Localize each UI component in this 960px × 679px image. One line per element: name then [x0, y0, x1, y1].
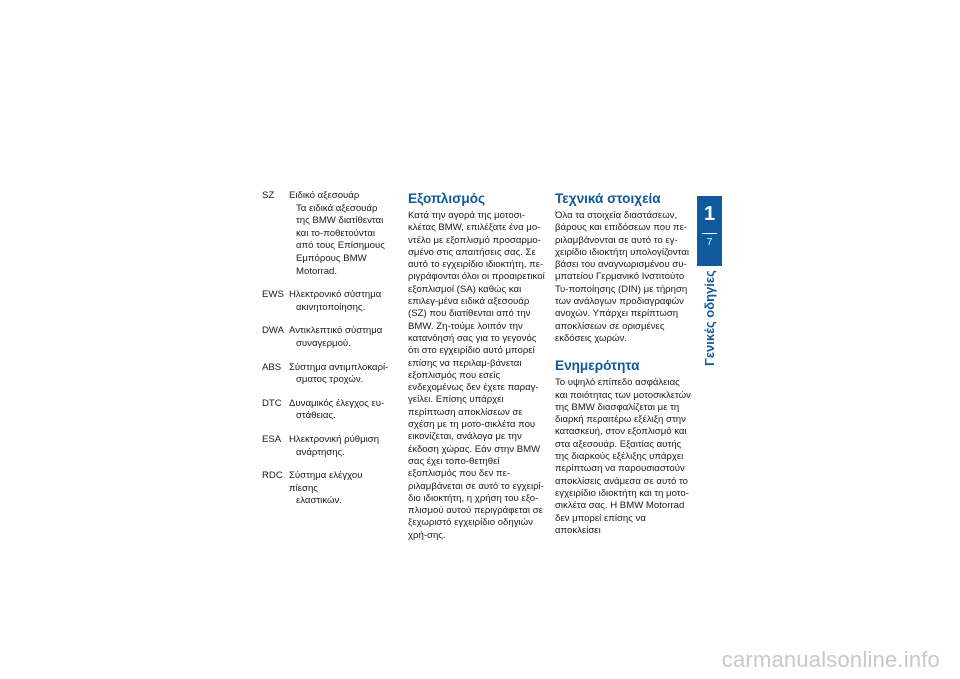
definition-first-line: Σύστημα αντιμπλοκαρί- — [289, 361, 389, 373]
equipment-heading: Εξοπλισμός — [408, 191, 486, 206]
abbreviation-item — [262, 470, 392, 508]
abbreviation-term: DWA — [262, 325, 285, 337]
abbreviation-item — [262, 434, 392, 459]
update-text: Το υψηλό επίπεδο ασφάλειας και ποιότητας των μοτοσικλετών της BMW διασφαλίζεται με τη διαρκή περαιτέρω εξέλιξη στην κατασκευή, στον εξοπλισμό και στα αξεσουάρ. Εξαιτίας αυτής της διαρκούς εξέλιξης υπάρχει περίπτωση να παρουσιαστούν αποκλίσεις ανάμεσα σε αυτό το εγχειρίδιο ιδιοκτήτη και τη μοτο-σικλέτα σας. Η BMW Motorrad δεν μπορεί επίσης να αποκλείσει — [555, 377, 691, 536]
equipment-section — [408, 190, 546, 542]
chapter-title: Γενικές οδηγίες — [702, 270, 717, 366]
abbreviation-term: DTC — [262, 397, 282, 409]
definition-first-line: Ηλεκτρονικό σύστημα — [289, 289, 382, 301]
definition-continuation: Τα ειδικά αξεσουάρ της BMW διατίθενται και το-ποθετούνται από τους Επίσημους Εμπόρους BMW Motorrad. — [296, 202, 385, 277]
definition-continuation: ανάρτησης. — [296, 446, 345, 458]
abbreviation-term: ABS — [262, 361, 282, 373]
abbreviation-definition — [289, 289, 392, 314]
technical-heading: Τεχνικά στοιχεία — [555, 191, 661, 206]
definition-first-line: Αντικλεπτικό σύστημα — [289, 325, 383, 337]
update-heading: Ενημερότητα — [555, 358, 640, 374]
definition-continuation: συναγερμού. — [296, 337, 351, 349]
abbreviation-item — [262, 325, 392, 350]
chapter-tab — [697, 196, 722, 266]
technical-text: Όλα τα στοιχεία διαστάσεων, βάρους και επιδόσεων που πε-ριλαμβάνονται σε αυτό το εγ-χειρίδιο ιδιοκτήτη υπολογίζονται βάσει του αναγνωρισμένου συ-μπατείου Γερμανικό Ινστιτούτο Τυ-ποποίησης (DIN) με τήρηση των ανάλογων προδιαγραφών ανοχών. Υπάρχει περίπτωση αποκλίσεων σε ορισμένες εκδόσεις χωρών. — [555, 210, 690, 344]
abbreviation-list — [262, 190, 392, 519]
abbreviation-term: SZ — [262, 190, 275, 201]
abbreviation-definition — [289, 325, 392, 350]
abbreviation-item — [262, 190, 392, 278]
technical-section — [555, 190, 693, 537]
abbreviation-definition — [289, 362, 392, 387]
abbreviation-term: EWS — [262, 289, 284, 301]
equipment-text: Κατά την αγορά της μοτοσι-κλέτας BMW, επιλέξατε ένα μο-ντέλο με εξοπλισμό προσαρμο-σμένο στις απαιτήσεις σας. Σε αυτό το εγχειρίδιο ιδιοκτήτη, πε-ριγράφονται όλοι οι προαιρετικοί εξοπλισμοί (SA) καθώς και επιλεγ-μένα ειδικά αξεσουάρ (SZ) που διατίθενται από την BMW. Ζη-τούμε λοιπόν την κατανόησή σας για το γεγονός ότι στο εγχειρίδιο αυτό μπορεί επίσης να περιλαμ-βάνεται εξοπλισμός που εσείς ενδεχομένως δεν έχετε παραγ-γείλει. Επίσης υπάρχει περίπτωση αποκλίσεων σε σχέση με τη μοτο-σικλέτα που εικονίζεται, ανάλογα με την έκδοση χώρας. Εάν στην BMW σας έχει τοπο-θετηθεί εξοπλισμός που δεν πε-ριλαμβάνεται σε αυτό το εγχειρί-διο ιδιοκτήτη, η χρήση του εξο-πλισμού αυτού περιγράφεται σε ξεχωριστό εγχειρίδιο οδηγιών χρή-σης. — [408, 210, 545, 541]
abbreviation-definition — [289, 398, 392, 423]
definition-continuation: στάθειας. — [296, 410, 336, 422]
abbreviation-item — [262, 289, 392, 314]
chapter-number: 1 — [703, 203, 716, 225]
abbreviation-definition — [289, 434, 392, 459]
definition-first-line: Ηλεκτρονική ρύθμιση — [289, 433, 380, 445]
abbreviation-definition — [289, 470, 392, 508]
abbreviation-item — [262, 398, 392, 423]
definition-continuation: ελαστικών. — [296, 495, 342, 507]
definition-continuation: ακινητοποίησης. — [296, 301, 366, 313]
definition-first-line: Ειδικό αξεσουάρ — [289, 190, 360, 201]
page-number: 7 — [706, 237, 713, 248]
abbreviation-term: RDC — [262, 470, 283, 482]
tab-divider — [702, 233, 717, 234]
definition-continuation: σματος τροχών. — [296, 374, 364, 386]
watermark: carmanualsonline.info — [721, 647, 940, 672]
definition-first-line: Σύστημα ελέγχου πίεσης — [289, 470, 363, 494]
abbreviation-item — [262, 362, 392, 387]
definition-first-line: Δυναμικός έλεγχος ευ- — [289, 397, 385, 409]
abbreviation-term: ESA — [262, 433, 282, 445]
abbreviation-definition — [289, 190, 392, 278]
